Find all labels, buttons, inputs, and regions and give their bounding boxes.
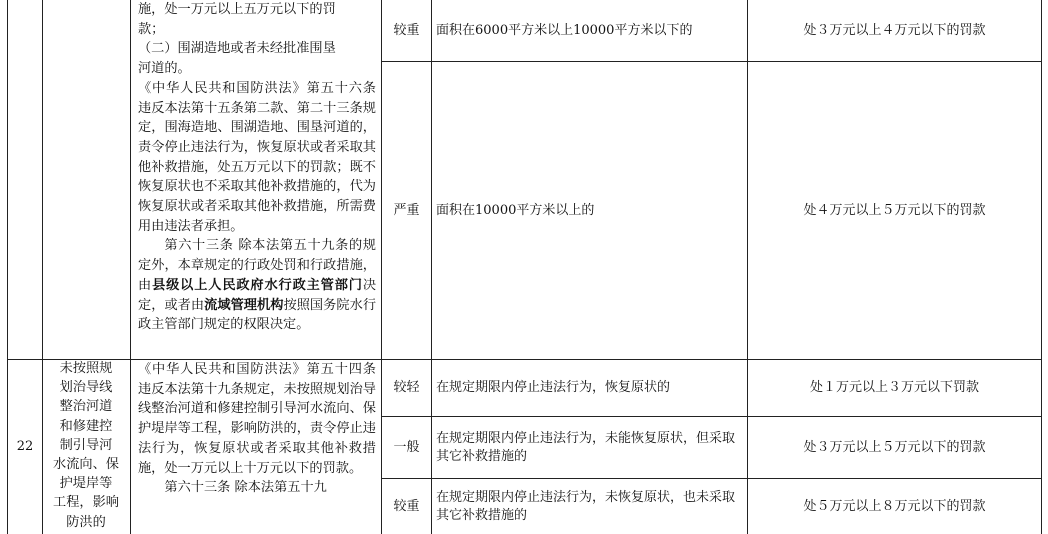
basis-emphasis: 流域管理机构 bbox=[204, 297, 284, 313]
act-line: 制引导河 bbox=[59, 437, 113, 453]
basis-paragraph: 《中华人民共和国防洪法》第五十四条 违反本法第十九条规定，未按照规划治导线整治河道和修建控制引导河水流向、保护堤岸等工程，影响防洪的，责令停止违法行为，恢复原状或者采取其他补救措施，处一万元以上十万元以下的罚款。 bbox=[138, 362, 376, 476]
act-line: 护堤岸等 bbox=[59, 476, 113, 492]
legal-basis-cell bbox=[138, 360, 376, 534]
penalty-cell: 处４万元以上５万元以下的罚款 bbox=[803, 202, 986, 218]
act-line: 防洪的 bbox=[66, 514, 106, 530]
grade-cell: 一般 bbox=[393, 439, 420, 455]
grade-cell: 较轻 bbox=[393, 380, 420, 395]
basis-text: 决定，或者由 bbox=[138, 277, 376, 313]
grade-cell: 较重 bbox=[393, 22, 420, 38]
basis-line: 河道的。 bbox=[138, 61, 191, 77]
act-line: 和修建控 bbox=[59, 418, 113, 434]
act-line: 工程，影响 bbox=[53, 495, 119, 511]
act-line: 划治导线 bbox=[59, 380, 113, 396]
legal-basis-cell bbox=[138, 0, 376, 359]
act-line: 整治河道 bbox=[59, 399, 113, 415]
act-line: 水流向、保 bbox=[53, 457, 119, 473]
column-divider bbox=[130, 0, 131, 534]
illegal-act-cell bbox=[43, 359, 129, 534]
grade-cell: 较重 bbox=[393, 498, 420, 514]
circumstance-cell: 面积在10000平方米以上的 bbox=[436, 202, 595, 218]
act-line: 未按照规 bbox=[59, 361, 113, 376]
row-number: 22 bbox=[16, 439, 34, 454]
basis-text: 按照国务院水行政主管部门规定的权限决定。 bbox=[138, 297, 376, 333]
basis-text: 第六十三条 除本法第五十九条的规定外，本章规定的行政处罚和行政措施，由 bbox=[138, 238, 376, 293]
circumstance-cell: 在规定期限内停止违法行为，未恢复原状，也未采取其它补救措施的 bbox=[436, 489, 736, 523]
table-border-right bbox=[1041, 0, 1042, 534]
basis-paragraph bbox=[138, 236, 376, 335]
penalty-cell: 处３万元以上５万元以下的罚款 bbox=[803, 439, 986, 455]
penalty-cell: 处１万元以上３万元以下罚款 bbox=[809, 380, 979, 395]
basis-line: 施，处一万元以上五万元以下的罚 bbox=[138, 2, 336, 17]
penalty-cell: 处５万元以上８万元以下的罚款 bbox=[803, 498, 986, 514]
basis-emphasis: 县级以上人民政府水行政主管部门 bbox=[152, 277, 363, 293]
circumstance-cell: 在规定期限内停止违法行为，恢复原状的 bbox=[436, 380, 671, 395]
penalty-cell: 处３万元以上４万元以下的罚款 bbox=[803, 22, 986, 38]
basis-paragraph: 第六十三条 除本法第五十九 bbox=[164, 480, 327, 496]
grade-cell: 严重 bbox=[393, 202, 420, 218]
basis-line: （二）围湖造地或者未经批准围垦 bbox=[138, 41, 336, 57]
basis-paragraph: 《中华人民共和国防洪法》第五十六条 违反本法第十五条第二款、第二十三条规定，围海造地、围湖造地、围垦河道的，责令停止违法行为，恢复原状或者采取其他补救措施，处五万元以下的罚款；既不恢复原状也不采取其他补救措施的，代为恢复原状或者采取其他补救措施，所需费用由违法者承担。 bbox=[138, 80, 376, 234]
circumstance-cell: 在规定期限内停止违法行为，未能恢复原状，但采取其它补救措施的 bbox=[436, 430, 736, 464]
circumstance-cell: 面积在6000平方米以上10000平方米以下的 bbox=[436, 22, 693, 38]
basis-line: 款； bbox=[138, 21, 165, 37]
